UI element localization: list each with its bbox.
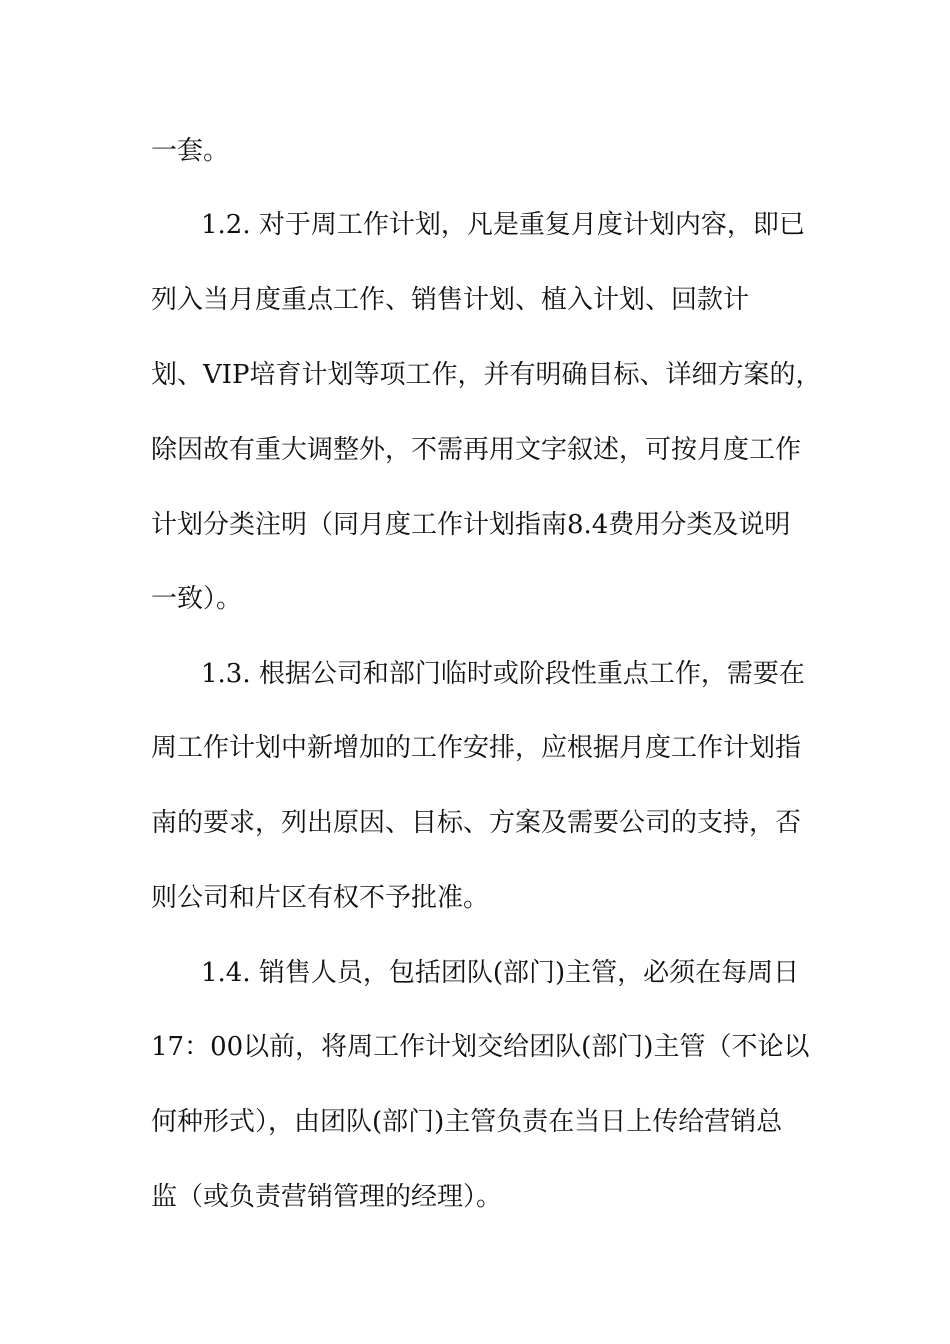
- text-line: 划、VIP培育计划等项工作，并有明确目标、详细方案的，: [151, 360, 822, 390]
- text-line: 计划分类注明（同月度工作计划指南8.4费用分类及说明: [151, 510, 791, 540]
- text-line: 何种形式），由团队(部门)主管负责在当日上传给营销总: [151, 1107, 783, 1137]
- text-line: 除因故有重大调整外，不需再用文字叙述，可按月度工作: [151, 435, 802, 465]
- text-line: 南的要求，列出原因、目标、方案及需要公司的支持，否: [151, 808, 802, 838]
- text-line: 17：00以前，将周工作计划交给团队(部门)主管（不论以: [151, 1032, 810, 1062]
- text-line: 周工作计划中新增加的工作安排，应根据月度工作计划指: [151, 733, 802, 763]
- text-line: 一致）。: [151, 584, 243, 614]
- text-line: 一套。: [151, 136, 230, 166]
- text-line: 列入当月度重点工作、销售计划、植入计划、回款计: [151, 285, 750, 315]
- text-line: 监（或负责营销管理的经理）。: [151, 1182, 503, 1212]
- paragraph-1-3-line: 1.3. 根据公司和部门临时或阶段性重点工作，需要在: [201, 659, 805, 689]
- paragraph-1-4-line: 1.4. 销售人员，包括团队(部门)主管，必须在每周日: [201, 958, 800, 988]
- text-line: 则公司和片区有权不予批准。: [151, 883, 490, 913]
- paragraph-1-2-line: 1.2. 对于周工作计划，凡是重复月度计划内容，即已: [201, 210, 805, 240]
